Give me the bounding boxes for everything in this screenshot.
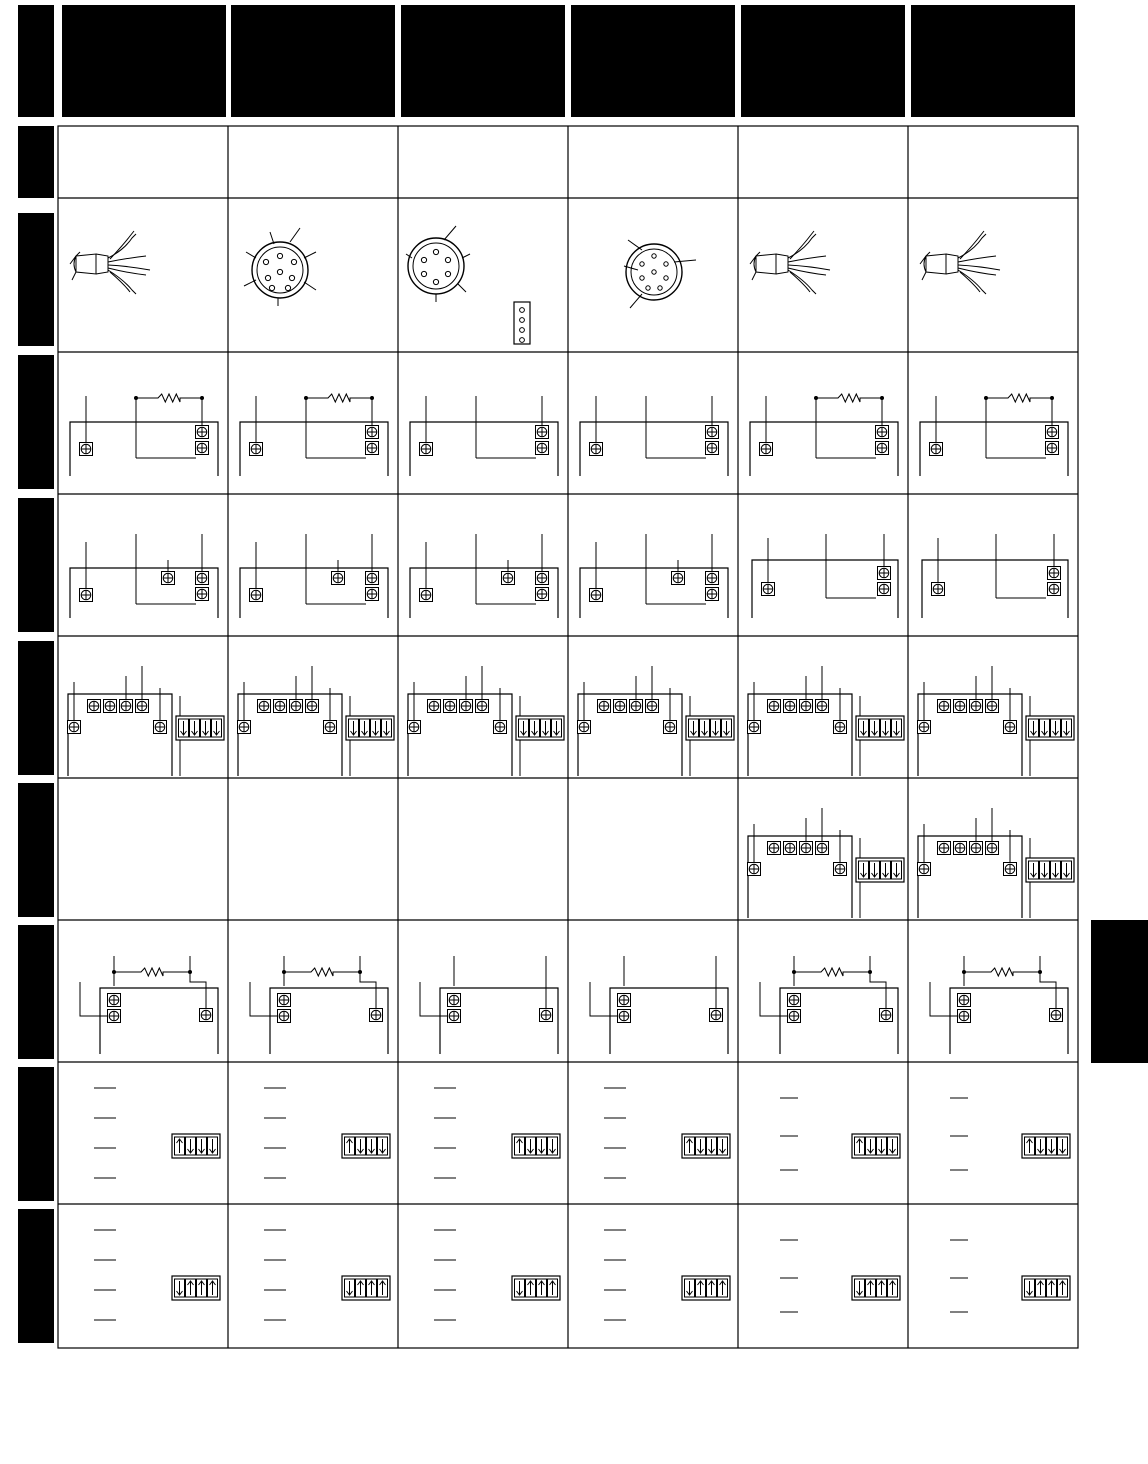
row-label-5 — [18, 641, 54, 775]
brake-wiring-diagram — [80, 956, 218, 1054]
dip-switch — [686, 716, 734, 740]
wiring-cell-a-3 — [410, 396, 558, 476]
screw-terminal — [366, 426, 379, 439]
screw-terminal — [938, 700, 951, 713]
screw-terminal — [278, 1010, 291, 1023]
cable-cell-3 — [406, 226, 530, 344]
cable-cell-5 — [750, 231, 830, 294]
table-cells — [68, 226, 1075, 1320]
terminal-strip-diagram — [408, 666, 565, 776]
screw-terminal — [958, 994, 971, 1007]
setting-cell-b-1 — [94, 1230, 220, 1320]
screw-terminal — [88, 700, 101, 713]
motor-wiring-diagram — [752, 534, 898, 618]
terminal-cell-a-6 — [918, 666, 1075, 776]
screw-terminal — [918, 721, 931, 734]
screw-terminal — [930, 443, 943, 456]
dip-switch — [1026, 858, 1074, 882]
cable-cell-1 — [70, 231, 150, 294]
screw-terminal — [1004, 721, 1017, 734]
setting-list — [94, 1088, 220, 1178]
screw-terminal — [120, 700, 133, 713]
dip-switch — [342, 1276, 390, 1300]
motor-wiring-diagram — [410, 534, 558, 618]
dip-switch — [172, 1134, 220, 1158]
motor-wiring-diagram — [750, 394, 898, 476]
screw-terminal — [816, 842, 829, 855]
motor-wiring-diagram — [580, 396, 728, 476]
terminal-cell-a-4 — [578, 666, 735, 776]
connector-8pin-illustration — [244, 228, 316, 306]
screw-terminal — [768, 700, 781, 713]
wiring-cell-b-6 — [922, 534, 1068, 618]
setting-list — [264, 1088, 390, 1178]
wiring-cell-a-1 — [70, 394, 218, 476]
screw-terminal — [536, 588, 549, 601]
motor-wiring-diagram — [240, 534, 388, 618]
screw-terminal — [200, 1009, 213, 1022]
screw-terminal — [954, 700, 967, 713]
cable-cell-6 — [920, 231, 1000, 294]
section-tab — [1091, 920, 1148, 1063]
screw-terminal — [986, 700, 999, 713]
screw-terminal — [366, 442, 379, 455]
screw-terminal — [448, 1010, 461, 1023]
wiring-cell-b-4 — [580, 534, 728, 618]
row-label-column — [18, 126, 54, 1343]
dip-switch — [852, 1134, 900, 1158]
screw-terminal — [706, 442, 719, 455]
setting-list — [780, 1240, 900, 1312]
terminal-cell-a-2 — [238, 666, 395, 776]
screw-terminal — [1046, 442, 1059, 455]
dip-switch — [1022, 1134, 1070, 1158]
screw-terminal — [880, 1009, 893, 1022]
dip-switch — [856, 716, 904, 740]
screw-terminal — [1004, 863, 1017, 876]
screw-terminal — [878, 567, 891, 580]
dip-switch — [856, 858, 904, 882]
screw-terminal — [428, 700, 441, 713]
brake-cell-6 — [930, 956, 1068, 1054]
screw-terminal — [420, 589, 433, 602]
brake-resistor — [814, 394, 884, 402]
wiring-cell-b-3 — [410, 534, 558, 618]
screw-terminal — [598, 700, 611, 713]
screw-terminal — [1046, 426, 1059, 439]
jumper-plug — [514, 302, 530, 344]
screw-terminal — [834, 863, 847, 876]
screw-terminal — [108, 994, 121, 1007]
cable-cell-2 — [244, 228, 316, 306]
screw-terminal — [970, 842, 983, 855]
motor-wiring-diagram — [920, 394, 1068, 476]
screw-terminal — [448, 994, 461, 1007]
setting-cell-a-2 — [264, 1088, 390, 1178]
dip-switch — [176, 716, 224, 740]
setting-list — [950, 1098, 1070, 1170]
screw-terminal — [408, 721, 421, 734]
setting-cell-a-3 — [434, 1088, 560, 1178]
screw-terminal — [932, 583, 945, 596]
column-header-5 — [741, 5, 905, 117]
screw-terminal — [366, 588, 379, 601]
screw-terminal — [748, 863, 761, 876]
screw-terminal — [420, 443, 433, 456]
screw-terminal — [162, 572, 175, 585]
terminal-cell-a-1 — [68, 666, 225, 776]
screw-terminal — [108, 1010, 121, 1023]
setting-list — [780, 1098, 900, 1170]
terminal-strip-diagram — [748, 666, 905, 776]
section-tab — [1091, 920, 1148, 1063]
connector-6pin-illustration — [406, 226, 530, 344]
dip-switch — [682, 1276, 730, 1300]
brake-resistor — [984, 394, 1054, 402]
screw-terminal — [784, 842, 797, 855]
screw-terminal — [958, 1010, 971, 1023]
terminal-strip-diagram — [68, 666, 225, 776]
screw-terminal — [788, 994, 801, 1007]
wiring-cell-b-2 — [240, 534, 388, 618]
screw-terminal — [706, 588, 719, 601]
screw-terminal — [154, 721, 167, 734]
setting-cell-b-5 — [780, 1240, 900, 1312]
terminal-strip-diagram — [918, 808, 1075, 918]
setting-cell-a-6 — [950, 1098, 1070, 1170]
motor-wiring-diagram — [580, 534, 728, 618]
screw-terminal — [834, 721, 847, 734]
screw-terminal — [630, 700, 643, 713]
screw-terminal — [768, 842, 781, 855]
screw-terminal — [104, 700, 117, 713]
screw-terminal — [306, 700, 319, 713]
brake-resistor — [112, 968, 192, 976]
cable-illustration — [750, 231, 830, 294]
screw-terminal — [878, 583, 891, 596]
brake-resistor — [304, 394, 374, 402]
screw-terminal — [460, 700, 473, 713]
screw-terminal — [1048, 583, 1061, 596]
cable-illustration — [920, 231, 1000, 294]
screw-terminal — [324, 721, 337, 734]
screw-terminal — [578, 721, 591, 734]
wiring-cell-a-6 — [920, 394, 1068, 476]
screw-terminal — [250, 443, 263, 456]
screw-terminal — [366, 572, 379, 585]
setting-list — [434, 1230, 560, 1320]
terminal-cell-a-3 — [408, 666, 565, 776]
setting-cell-a-1 — [94, 1088, 220, 1178]
screw-terminal — [258, 700, 271, 713]
screw-terminal — [196, 588, 209, 601]
screw-terminal — [250, 589, 263, 602]
screw-terminal — [476, 700, 489, 713]
column-header-6 — [911, 5, 1075, 117]
screw-terminal — [502, 572, 515, 585]
dip-switch — [1026, 716, 1074, 740]
dip-switch — [516, 716, 564, 740]
screw-terminal — [536, 426, 549, 439]
row-label-9 — [18, 1209, 54, 1343]
screw-terminal — [986, 842, 999, 855]
din-connector-illustration — [624, 240, 696, 308]
terminal-cell-a-5 — [748, 666, 905, 776]
screw-terminal — [540, 1009, 553, 1022]
screw-terminal — [646, 700, 659, 713]
screw-terminal — [876, 442, 889, 455]
brake-cell-4 — [590, 956, 728, 1054]
setting-cell-b-6 — [950, 1240, 1070, 1312]
screw-terminal — [918, 863, 931, 876]
screw-terminal — [536, 442, 549, 455]
brake-cell-3 — [420, 956, 558, 1054]
screw-terminal — [788, 1010, 801, 1023]
screw-terminal — [536, 572, 549, 585]
dip-switch — [852, 1276, 900, 1300]
setting-cell-a-5 — [780, 1098, 900, 1170]
setting-cell-b-2 — [264, 1230, 390, 1320]
brake-resistor — [792, 968, 872, 976]
screw-terminal — [706, 426, 719, 439]
brake-resistor — [134, 394, 204, 402]
brake-cell-5 — [760, 956, 898, 1054]
setting-list — [950, 1240, 1070, 1312]
screw-terminal — [954, 842, 967, 855]
screw-terminal — [784, 700, 797, 713]
screw-terminal — [618, 994, 631, 1007]
dip-switch — [682, 1134, 730, 1158]
column-header-2 — [231, 5, 395, 117]
screw-terminal — [706, 572, 719, 585]
screw-terminal — [80, 443, 93, 456]
row-label-2 — [18, 213, 54, 346]
motor-wiring-diagram — [240, 394, 388, 476]
brake-cell-2 — [250, 956, 388, 1054]
wiring-cell-b-1 — [70, 534, 218, 618]
screw-terminal — [1048, 567, 1061, 580]
screw-terminal — [290, 700, 303, 713]
cable-cell-4 — [624, 240, 696, 308]
setting-list — [604, 1088, 730, 1178]
brake-resistor — [282, 968, 362, 976]
wiring-cell-b-5 — [752, 534, 898, 618]
setting-list — [604, 1230, 730, 1320]
motor-wiring-diagram — [410, 396, 558, 476]
dip-switch — [512, 1134, 560, 1158]
dip-switch — [172, 1276, 220, 1300]
setting-list — [434, 1088, 560, 1178]
setting-list — [94, 1230, 220, 1320]
wiring-cell-a-2 — [240, 394, 388, 476]
screw-terminal — [710, 1009, 723, 1022]
screw-terminal — [332, 572, 345, 585]
screw-terminal — [618, 1010, 631, 1023]
screw-terminal — [672, 572, 685, 585]
screw-terminal — [614, 700, 627, 713]
dip-switch — [346, 716, 394, 740]
screw-terminal — [970, 700, 983, 713]
setting-list — [264, 1230, 390, 1320]
row-label-6 — [18, 783, 54, 917]
screw-terminal — [196, 426, 209, 439]
terminal-strip-diagram — [238, 666, 395, 776]
screw-terminal — [370, 1009, 383, 1022]
wiring-cell-a-4 — [580, 396, 728, 476]
screw-terminal — [68, 721, 81, 734]
terminal-strip-diagram — [578, 666, 735, 776]
screw-terminal — [938, 842, 951, 855]
brake-wiring-diagram — [250, 956, 388, 1054]
screw-terminal — [762, 583, 775, 596]
screw-terminal — [748, 721, 761, 734]
header-corner-block — [18, 5, 54, 117]
header-row — [18, 5, 1075, 117]
screw-terminal — [196, 442, 209, 455]
row-label-8 — [18, 1067, 54, 1201]
screw-terminal — [876, 426, 889, 439]
screw-terminal — [590, 443, 603, 456]
brake-wiring-diagram — [590, 956, 728, 1054]
wiring-cell-a-5 — [750, 394, 898, 476]
row-label-7 — [18, 925, 54, 1059]
screw-terminal — [80, 589, 93, 602]
terminal-cell-b-6 — [918, 808, 1075, 918]
brake-wiring-diagram — [760, 956, 898, 1054]
setting-cell-b-4 — [604, 1230, 730, 1320]
dip-switch — [512, 1276, 560, 1300]
row-label-3 — [18, 355, 54, 489]
terminal-strip-diagram — [918, 666, 1075, 776]
screw-terminal — [1050, 1009, 1063, 1022]
terminal-strip-diagram — [748, 808, 905, 918]
screw-terminal — [274, 700, 287, 713]
motor-wiring-diagram — [922, 534, 1068, 618]
screw-terminal — [494, 721, 507, 734]
row-label-4 — [18, 498, 54, 632]
dip-switch — [342, 1134, 390, 1158]
row-label-1 — [18, 126, 54, 198]
setting-cell-a-4 — [604, 1088, 730, 1178]
brake-wiring-diagram — [420, 956, 558, 1054]
screw-terminal — [444, 700, 457, 713]
screw-terminal — [760, 443, 773, 456]
brake-wiring-diagram — [930, 956, 1068, 1054]
dip-switch — [1022, 1276, 1070, 1300]
motor-wiring-diagram — [70, 534, 218, 618]
screw-terminal — [238, 721, 251, 734]
setting-cell-b-3 — [434, 1230, 560, 1320]
column-header-1 — [62, 5, 226, 117]
column-header-3 — [401, 5, 565, 117]
screw-terminal — [664, 721, 677, 734]
screw-terminal — [800, 700, 813, 713]
screw-terminal — [590, 589, 603, 602]
cable-illustration — [70, 231, 150, 294]
terminal-cell-b-5 — [748, 808, 905, 918]
screw-terminal — [800, 842, 813, 855]
motor-wiring-diagram — [70, 394, 218, 476]
screw-terminal — [816, 700, 829, 713]
screw-terminal — [278, 994, 291, 1007]
screw-terminal — [136, 700, 149, 713]
column-header-4 — [571, 5, 735, 117]
brake-resistor — [962, 968, 1042, 976]
screw-terminal — [196, 572, 209, 585]
brake-cell-1 — [80, 956, 218, 1054]
